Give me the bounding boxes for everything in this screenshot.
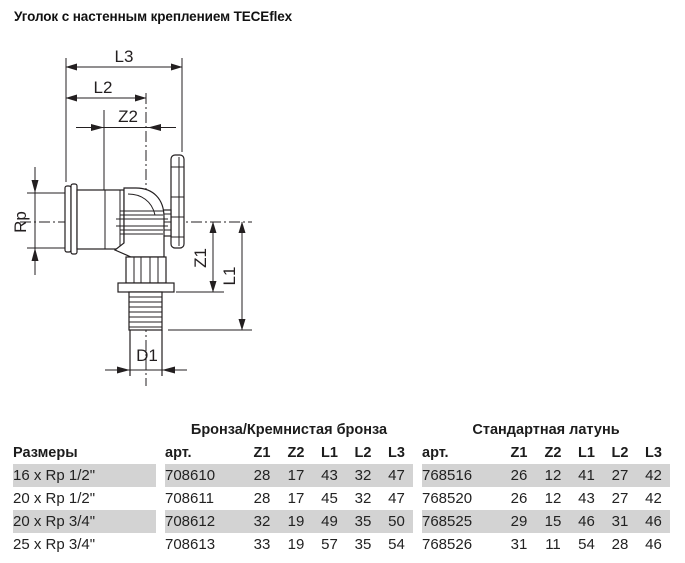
gap-cell: [413, 533, 422, 556]
group-header-row: [13, 418, 670, 441]
value-cell: 45: [321, 490, 338, 507]
col-header: L2: [611, 444, 629, 461]
value-cell: 42: [645, 490, 662, 507]
value-cell: 35: [354, 536, 372, 553]
value-cell: 28: [611, 536, 629, 553]
size-cell: 20 x Rp 1/2": [13, 490, 96, 507]
gap-cell: [156, 487, 165, 510]
gap-cell: [413, 510, 422, 533]
gap-cell: [413, 441, 422, 464]
value-cell: 31: [510, 536, 528, 553]
value-cell: 49: [313, 510, 346, 533]
col-header: L1: [321, 444, 338, 461]
gap-cell: [156, 418, 165, 441]
spec-table: [13, 418, 670, 556]
value-cell: 50: [380, 510, 413, 533]
col-header: Z2: [544, 444, 562, 461]
value-cell: 26: [502, 464, 536, 487]
label-l3: L3: [114, 47, 134, 66]
col-header: L3: [645, 444, 662, 461]
press-sleeve: [126, 257, 166, 283]
value-cell: 17: [279, 464, 313, 487]
col-header: L3: [388, 444, 405, 461]
art-cell: 768520: [422, 490, 473, 507]
value-cell: 46: [637, 510, 670, 533]
value-cell: 17: [287, 490, 305, 507]
value-cell: 27: [611, 490, 629, 507]
value-cell: 31: [603, 510, 637, 533]
value-cell: 32: [245, 510, 279, 533]
group-header-brass: Стандартная латунь: [472, 421, 620, 438]
art-cell: 768526: [422, 536, 473, 553]
value-cell: 12: [544, 490, 562, 507]
socket-flange-outer: [65, 186, 71, 252]
value-cell: 15: [536, 510, 570, 533]
value-cell: 27: [603, 464, 637, 487]
value-cell: 11: [545, 536, 561, 553]
value-cell: 29: [502, 510, 536, 533]
value-cell: 41: [570, 464, 603, 487]
technical-drawing: [0, 0, 300, 415]
value-cell: 32: [354, 490, 372, 507]
gap-cell: [413, 487, 422, 510]
value-cell: 33: [253, 536, 271, 553]
label-l2: L2: [93, 78, 113, 97]
barb-section: [129, 292, 162, 330]
size-column-header: Размеры: [13, 444, 78, 461]
value-cell: 57: [321, 536, 338, 553]
table-row: [13, 487, 670, 510]
gap-cell: [156, 441, 165, 464]
gap-cell: [156, 464, 165, 487]
art-cell: 708613: [165, 536, 216, 553]
value-cell: 46: [645, 536, 662, 553]
value-cell: 19: [287, 536, 305, 553]
value-cell: 54: [388, 536, 405, 553]
value-cell: 47: [388, 490, 405, 507]
group-header-bronze: Бронза/Кремнистая бронза: [190, 421, 388, 438]
table-row: [13, 464, 670, 487]
value-cell: 47: [380, 464, 413, 487]
col-header: арт.: [422, 444, 449, 461]
gap-cell: [156, 533, 165, 556]
col-header: арт.: [165, 444, 192, 461]
value-cell: 54: [578, 536, 595, 553]
col-header: Z1: [253, 444, 271, 461]
label-d1: D1: [136, 346, 158, 365]
col-header: L2: [354, 444, 372, 461]
art-cell: 768525: [422, 510, 502, 533]
gap-cell: [413, 418, 422, 441]
col-header: Z1: [510, 444, 528, 461]
value-cell: 43: [578, 490, 595, 507]
size-cell: 16 x Rp 1/2": [13, 464, 156, 487]
flange-disc: [118, 283, 174, 292]
socket-flange-inner: [71, 184, 77, 254]
label-l1: L1: [220, 266, 239, 286]
value-cell: 35: [346, 510, 380, 533]
size-cell: 20 x Rp 3/4": [13, 510, 156, 533]
art-cell: 708611: [165, 490, 214, 507]
art-cell: 768516: [422, 464, 502, 487]
label-z2: Z2: [118, 107, 138, 126]
value-cell: 32: [346, 464, 380, 487]
spec-table-body: [13, 464, 670, 556]
label-z1: Z1: [191, 248, 210, 268]
fitting-body: [65, 155, 184, 376]
column-header-row: [13, 441, 670, 464]
value-cell: 43: [313, 464, 346, 487]
col-header: Z2: [287, 444, 305, 461]
size-cell: 25 x Rp 3/4": [13, 536, 96, 553]
gap-cell: [413, 464, 422, 487]
art-cell: 708612: [165, 510, 245, 533]
value-cell: 46: [570, 510, 603, 533]
value-cell: 19: [279, 510, 313, 533]
value-cell: 28: [253, 490, 271, 507]
spec-table-head: [13, 418, 670, 464]
spacer-cell: [13, 418, 156, 441]
col-header: L1: [578, 444, 595, 461]
table-row: [13, 510, 670, 533]
gap-cell: [156, 510, 165, 533]
label-rp: Rp: [11, 211, 30, 233]
value-cell: 28: [245, 464, 279, 487]
value-cell: 42: [637, 464, 670, 487]
page-title: Уголок с настенным креплением TECEflex: [14, 9, 293, 24]
table-row: [13, 533, 670, 556]
art-cell: 708610: [165, 464, 245, 487]
value-cell: 26: [510, 490, 528, 507]
wall-plate: [171, 155, 184, 248]
value-cell: 12: [536, 464, 570, 487]
